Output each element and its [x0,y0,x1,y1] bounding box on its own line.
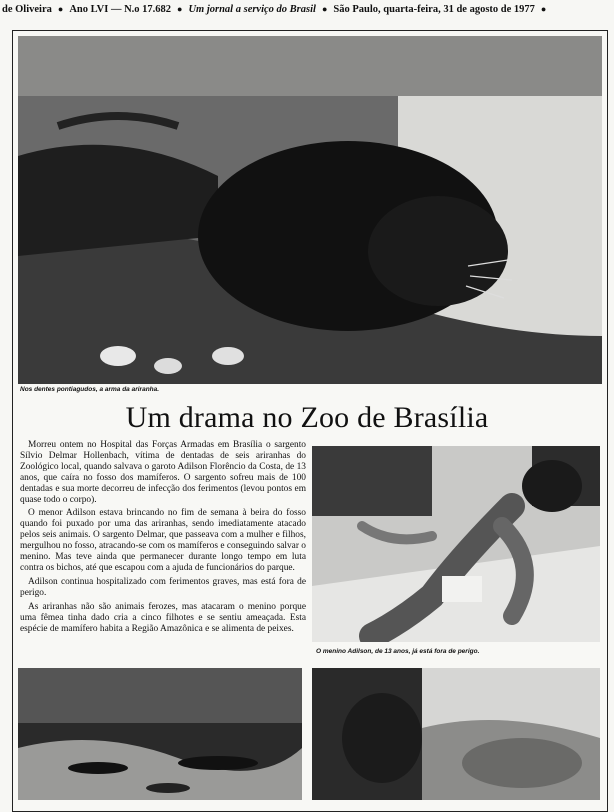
bullet-icon: ● [321,4,328,14]
masthead-name: de Oliveira [2,3,52,15]
masthead-slogan: Um jornal a serviço do Brasil [188,3,316,15]
article-paragraph: O menor Adilson estava brincando no fim de semana à beira do fosso quando foi puxado por uma das ariranhas, sendo imediatamente atacado pelos seis animais. O sargento Delmar, que passeava com a mulher e filhos, mergulhou no fosso, atracando-se com os mamíferos e conseguindo salvar o menino. Mas teve ainda que permanecer durante longo tempo em luta contra os bichos, até que escapou com a ajuda de funcionários do parque. [20,508,306,573]
sergeant-photo [312,668,600,800]
article-paragraph: As ariranhas não são animais ferozes, mas atacaram o menino porque uma fêmea tinha dado cria a cinco filhotes e se sentiu ameaçada. Esta espécie de mamífero habita a Região Amazônica e se alimenta de peixes. [20,601,306,634]
headline: Um drama no Zoo de Brasília [125,401,489,434]
article-paragraph: Adilson continua hospitalizado com ferimentos graves, mas está fora de perigo. [20,576,306,598]
article-body [20,440,306,637]
bullet-icon: ● [57,4,64,14]
top-photo-caption: Nos dentes pontiagudos, a arma da ariranha. [20,386,160,393]
masthead [0,0,614,18]
bullet-icon: ● [177,4,183,14]
otter-photo [18,36,602,384]
masthead-edition: Ano LVI — N.o 17.682 [69,3,172,15]
boy-photo [312,446,600,642]
bullet-icon: ● [540,4,547,14]
boy-photo-caption: O menino Adilson, de 13 anos, já está fora de perigo. [316,648,480,655]
otters-rocks-photo [18,668,302,800]
article-paragraph: Morreu ontem no Hospital das Forças Armadas em Brasília o sargento Sílvio Delmar Hollenbach, vítima de dentadas de seis ariranhas do Zoológico local, quando salvava o garoto Adilson Florêncio da Costa, de 13 anos, que caíra no fosso dos mamíferos. O sargento sofreu mais de 100 dentadas e sua morte decorreu de infecção dos ferimentos (levou pontos em quase todo o corpo). [20,440,306,505]
masthead-dateline: São Paulo, quarta-feira, 31 de agosto de 1977 [333,3,535,15]
